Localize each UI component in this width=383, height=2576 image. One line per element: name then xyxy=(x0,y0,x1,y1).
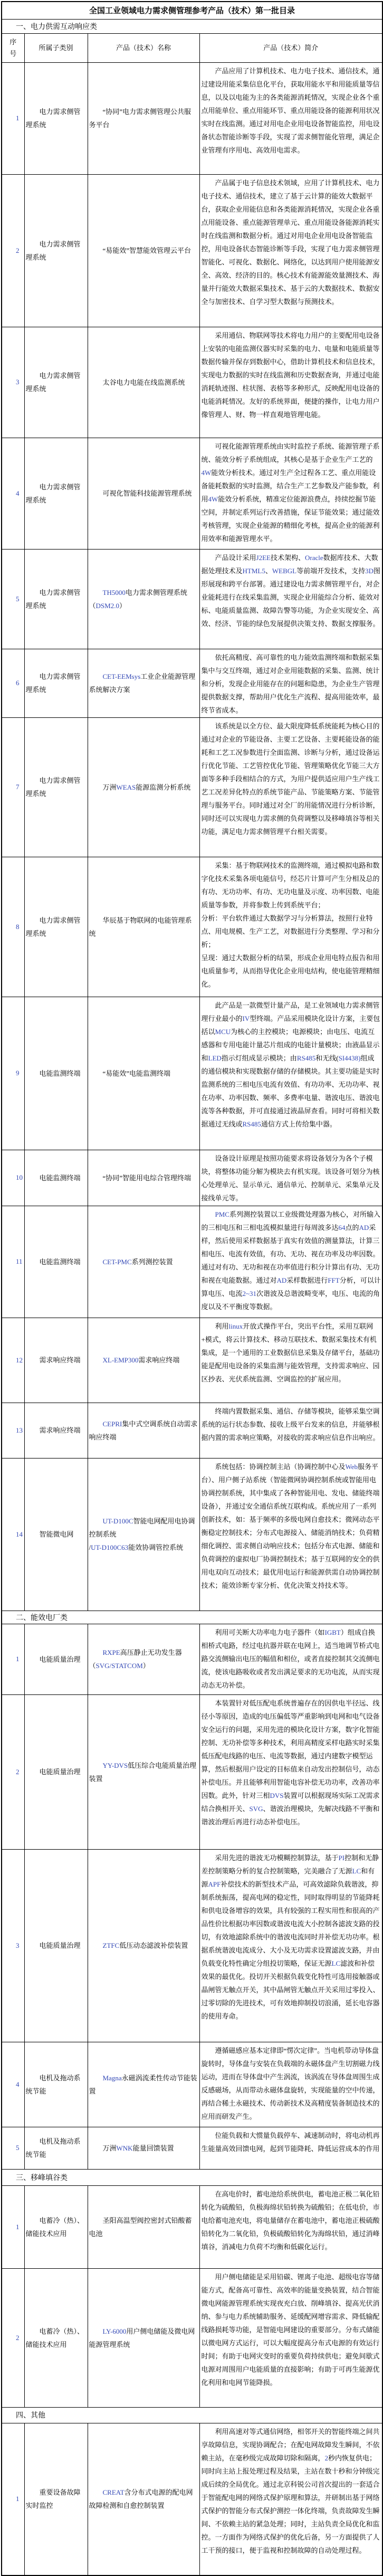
latin-text: RXPE xyxy=(102,1649,120,1656)
table-row xyxy=(2,438,382,549)
table-row xyxy=(2,1206,382,1318)
row-number: 7 xyxy=(16,783,20,791)
latin-text: RS485 xyxy=(242,1120,261,1128)
table-row xyxy=(2,62,382,174)
table-row xyxy=(2,549,382,649)
row-number: 1 xyxy=(16,2222,20,2231)
table-row xyxy=(2,1458,382,1611)
row-number: 2 xyxy=(16,2333,20,2342)
table-row xyxy=(2,1694,382,1849)
product-name-cell: Magna永磁涡流柔性传动节能装置 xyxy=(88,2042,199,2127)
latin-text: 64 xyxy=(338,1223,346,1232)
product-name-cell: 可视化智能科技能源管理系统 xyxy=(88,438,199,549)
row-number-cell xyxy=(2,2268,24,2407)
product-intro-cell: PMC系列测控装置以工业级微处理器为核心，对所输入的三相电压和三相电流模拟量进行每周波多达64点的AD采样，然后使用采样数据基于真实有效值的测量算法，计算三相电压、电流有效值，有功、无功、视在功率及功率因数。通过对有功、无功和视在功率值进行积分计算出有功、无功和视在电能数据。通过对AD采样数据进行FFT分析，可以计算电压、电流2~31次谐波及总谐波畸变率，电压、电流的角度以及不平衡度等数据。 xyxy=(199,1206,382,1318)
row-number: 5 xyxy=(16,2144,20,2152)
row-number: 4 xyxy=(16,2080,20,2088)
latin-text: PMC xyxy=(215,1210,229,1218)
product-name-cell: CET-EEMsys工业企业能源管理系统解决方案 xyxy=(88,649,199,717)
latin-text: SVG xyxy=(249,1804,263,1813)
row-number: 2 xyxy=(16,246,20,254)
row-number-cell xyxy=(2,1318,24,1403)
latin-text: LY-6000 xyxy=(102,2327,127,2335)
subcategory-cell: 电力需求侧管理系统 xyxy=(24,857,88,997)
row-number-cell xyxy=(2,438,24,549)
latin-text: IGBT xyxy=(324,1628,341,1636)
latin-text: AD xyxy=(276,1276,287,1284)
subcategory-cell: 电机及拖动系统节能 xyxy=(24,2127,88,2169)
subcategory-cell: 电力需求侧管理系统 xyxy=(24,549,88,649)
row-number-cell xyxy=(2,174,24,327)
product-intro-cell: 在高电价时，蓄电池给系统供电，蓄电池正极二氧化铅转化为硫酸铅，负极海绵状铅转换为硫酸铅；在低电价，市电给蓄电池充电，将电量储存在蓄电池中，蓄电池正极硫酸铅转化为二氧化铅，负极硫酸铅转化为海绵状铅，通过消峰填谷，消减电力负荷不均衡和低碳化运行。 xyxy=(199,2185,382,2268)
latin-text: 2 xyxy=(324,2454,329,2462)
row-number: 9 xyxy=(16,1069,20,1077)
product-name-cell: 圣阳高温型阀控密封式铅酸蓄电池 xyxy=(88,2185,199,2268)
subcategory-cell: 电能监测终端 xyxy=(24,997,88,1150)
latin-text: RS485 xyxy=(296,1054,316,1062)
product-intro-cell: 利用可关断大功率电力电子器件（如IGBT）组成自换相桥式电路，经过电抗器并联在电网上，适当地调节桥式电路交流侧输出电压的幅值和相位，或者直接控制其交流侧电流，使该电路吸收或者发出满足要求的无功电流，从而实现动态无功补偿。 xyxy=(199,1624,382,1694)
row-number: 3 xyxy=(16,1941,20,1949)
latin-text: FFT xyxy=(328,1276,340,1284)
table-row xyxy=(2,2268,382,2407)
subcategory-cell: 电力需求侧管理系统 xyxy=(24,62,88,174)
column-header-name: 产品（技术）名称 xyxy=(88,33,199,62)
table-row xyxy=(2,2185,382,2268)
latin-text: MCU xyxy=(215,1027,231,1036)
table-row xyxy=(2,649,382,717)
row-number: 6 xyxy=(16,679,20,687)
table-row xyxy=(2,1318,382,1403)
row-number: 4 xyxy=(16,489,20,497)
latin-text: CET-PMC xyxy=(102,1257,132,1266)
row-number-cell xyxy=(2,1403,24,1458)
subcategory-cell: 需求响应终端 xyxy=(24,1318,88,1403)
latin-text: linux xyxy=(228,1322,243,1330)
table-row xyxy=(2,1403,382,1458)
row-number: 14 xyxy=(16,1530,23,1538)
latin-text: PI xyxy=(338,1853,345,1862)
latin-text: UT-D100C63 xyxy=(91,1543,129,1551)
product-intro-cell: 产品应用了计算机技术、电力电子技术、通信技术，通过建设用能采集信息化平台，获取用能水平和用能质量等信息，以及以电能为主的各类能源消耗情况，实现企业各个重点用能单位、重点用能环节、重点用能设备的能源利用状况实时在线监测。通过对用电企业用电设备智能监控，用电设备状态智能诊断等手段，实现了需求侧智能化管理，满足企业管理有序用电、高效用电需求。 xyxy=(199,62,382,174)
latin-text: Magna xyxy=(102,2073,122,2082)
table-row xyxy=(2,857,382,997)
subcategory-cell: 电机及拖动系统节能 xyxy=(24,2042,88,2127)
product-intro-cell: 终端内置数据采集、通信、存储等模块，能够采集空调系统的运行状态参数、接收上级平台发来的信息，并能够根据内置的需求响应策略，对接收的需求响应信息作出响应。 xyxy=(199,1403,382,1458)
latin-text: SI4438) xyxy=(338,1054,361,1062)
subcategory-cell: 智能微电网 xyxy=(24,1458,88,1611)
column-header-intro: 产品（技术）简介 xyxy=(199,33,382,62)
latin-text: 4W xyxy=(208,495,218,503)
row-number-cell xyxy=(2,649,24,717)
row-number-cell xyxy=(2,997,24,1150)
row-number-cell xyxy=(2,857,24,997)
latin-text: DSM2.0 xyxy=(95,601,119,610)
product-intro-cell: 利用高速对等式通信网络，相邻开关的智能终端之间共享故障信息，实现协调配合；在配电网故障发生瞬间，不依赖主站，在毫秒级完成故障切除和隔离，2秒内恢复供电；同时向主站上报处理过程及结果，主站在数十秒和分钟级完成后续的全局优化。通过北京科锐公司首次提出的一套适合于智能配电网的网络式保护原理和算法，并研制出基于网络式保护的智能分布式保护测控一体化终端，负责故障发生瞬间、不依赖主站的紧急处理；同时，主站负责全局优化和监控。一方面作为网络式保护的优化后备，另一方面提供了人工干预的接口，便于监视和控制故障的自动处理过程。 xyxy=(199,2423,382,2575)
row-number-cell xyxy=(2,2423,24,2575)
row-number-cell xyxy=(2,1150,24,1206)
row-number-cell xyxy=(2,2042,24,2127)
table-row xyxy=(2,1150,382,1206)
latin-text: ZTFC xyxy=(102,1942,120,1949)
product-name-cell: ZTFC低压动态滤波补偿装置 xyxy=(88,1849,199,2042)
latin-text: XL-EMP300 xyxy=(102,1356,139,1364)
latin-text: APF xyxy=(208,1880,221,1888)
row-number-cell xyxy=(2,2127,24,2169)
subcategory-cell: 电力需求侧管理系统 xyxy=(24,649,88,717)
section-title: 三、移峰填谷类 xyxy=(2,2169,382,2185)
row-number: 2 xyxy=(16,1767,20,1776)
product-name-cell: “协同”智能用电综合管理终端 xyxy=(88,1150,199,1206)
subcategory-cell: 电能监测终端 xyxy=(24,1206,88,1318)
subcategory-cell: 电力需求侧管理系统 xyxy=(24,174,88,327)
subcategory-cell: 电力需求侧管理系统 xyxy=(24,327,88,438)
row-number-cell xyxy=(2,1206,24,1318)
product-name-cell: LY-6000用户侧电储能及微电网能源管理系统 xyxy=(88,2268,199,2407)
product-name-cell: TH5000电力需求侧管理系统（DSM2.0） xyxy=(88,549,199,649)
subcategory-cell: 电能质量治理 xyxy=(24,1694,88,1849)
row-number: 1 xyxy=(16,2495,20,2503)
product-intro-cell: 遵循磁感应基本定律即“愣次定律”。当电机带动导体盘旋转时，导体盘与安装在负载端的永磁体盘产生切割磁力线运动，进而在导体盘中产生涡流，该涡流在导体盘周围生成反感磁场，从而带动永磁体盘旋转，实现能量的空中传递，再结合稀土永磁技术、传动新技术及高精度装备制造技术的应用而研发产生。 xyxy=(199,2042,382,2127)
table-row xyxy=(2,2042,382,2127)
latin-text: HTML5 xyxy=(242,566,265,575)
column-header-subcategory: 所属子类别 xyxy=(24,33,88,62)
table-row xyxy=(2,717,382,857)
row-number: 1 xyxy=(16,114,20,122)
table-row xyxy=(2,2127,382,2169)
latin-text: LC xyxy=(331,1959,341,1967)
latin-text: 2~31 xyxy=(242,1289,257,1298)
product-intro-cell: 依托高精度、高可靠性的电力能效监测终端和数据采集集中与交互终端，通过对企业用能数据的采集、监测、统计和分析，发现企业用能存在的问题和隐患，为企业生产管理提供数据支撑，帮助用户优化生产流程、提高用能效率，最终节省成本。 xyxy=(199,649,382,717)
product-intro-cell: 可视化能源管理系统由实时监控子系统、能源管理子系统、能效分析子系统组成，其核心是基于企业生产工艺的4W能效分析技术。通过对生产全过程各工艺、重点用能设备能耗数据的实时监测，结合生产工艺参数及产能参数，利用4W能效分析系统，精准定位能源浪费点，持续挖掘节能空间，并制定系列运行改善措施，保证节能效果；通过能效考核管理，实现企业能源的精细化考核，提高企业的能源利用效率和能源管理水平。 xyxy=(199,438,382,549)
subcategory-cell: 电力需求侧管理系统 xyxy=(24,438,88,549)
section-header-row xyxy=(2,2407,382,2423)
latin-text: WEAS xyxy=(116,783,136,791)
product-intro-cell: 本装置针对低压配电系统普遍存在的因供电半径远、线径小等原因，造成的电压偏低等严重影响到电网和电气设备安全运行的问题，采用先进的模块化设计方案，数字化智能控制、无功补偿等多种技术，利用高精度采样电路实时采集低压配电线路的电压、电流等数据，通过内建数字模型运算，然后根据用户设定的目标值来自动发出控制信号，动态补偿电压。并且能够利用智能电容补偿无功功率，改善功率因数。此外，针对三相DVS装置可以根据现场实际工况需求结合换相开关、SVG、谐波治理模块，先解决线路不平衡和谐波治理后再进行动态补偿电压。 xyxy=(199,1694,382,1849)
latin-text: LED xyxy=(208,1054,222,1062)
row-number: 11 xyxy=(16,1257,23,1265)
subcategory-cell: 电力需求侧管理系统 xyxy=(24,717,88,857)
table-row xyxy=(2,1849,382,2042)
row-number-cell xyxy=(2,2185,24,2268)
latin-text: WNK xyxy=(116,2144,133,2152)
latin-text: CEPRI xyxy=(102,1419,122,1428)
subcategory-cell: 电能质量治理 xyxy=(24,1624,88,1694)
latin-text: 3D xyxy=(365,566,374,575)
product-name-cell: “易能效”电能监测终端 xyxy=(88,997,199,1150)
product-intro-cell: 设备设计原理是按照功能要求将设备划分为各个子模块，将整体功能分解为模块去有机实现。该设备可划分为核心处理单元、显示单元、通信单元、控制单元、采集单元及接线单元等。 xyxy=(199,1150,382,1206)
product-intro-cell: 采用先进的谐波无功模糊控制算法，基于PI控制和无静差控制策略分析的复合控制策略，完美融合了无源LC和有源APF补偿技术的新型技术产品，可高效滤除负载谐波，抑制系统振荡，提高电网的稳定性，同时取得明显的节能降耗和供电设备增容的效果，具有较强的工程实用性和很高的产品性价比根据功率因数或谐波电流大小控制各滤波支路的投切，有效地滤除系统中的谐波电流同时并补偿无功功率。根据系统谐波电流成分、大小及无功需求设置滤波支路，并由负载变化特性确定分组投切策略，保证无源LC滤波和补偿效果的最优化。投切开关根据负载变化特性可选用接触器或晶闸管无触点开关，其中晶闸管无触点开关采用过零投入、过零切除的先进技术，可有效地抑制投切浪涌，延长电容器的使用寿命。 xyxy=(199,1849,382,2042)
product-name-cell: CEPRI集中式空调系统自动需求响应终端 xyxy=(88,1403,199,1458)
row-number: 1 xyxy=(16,1655,20,1663)
table-row xyxy=(2,997,382,1150)
section-header-row xyxy=(2,2169,382,2185)
table-row xyxy=(2,2423,382,2575)
product-intro-cell: 采集：基于物联网技术的监测终端，通过模拟电路和数字化技术采集各项电能信号，经芯片计算可产生分相及总的有功、无功功率、有功、无功电量及示度、功率因数、电能质量等参数，并将参数上传到系统平台； 分析：平台软件通过大数据学习与分析算法，按照行业特点、用电规模、生产工艺，对数据进行分类整理、学习和分析； 呈现：通过大数据分析的结果，形成企业用电特点报告和用电质量参考，从而指导优化企业用电结构，使电能管理精细化。 xyxy=(199,857,382,997)
product-name-cell: “协同”电力需求侧管理公共服务平台 xyxy=(88,62,199,174)
latin-text: UT-D100C xyxy=(102,1517,133,1525)
section-header-row xyxy=(2,19,382,33)
latin-text: 4W xyxy=(201,468,212,477)
row-number-cell xyxy=(2,1624,24,1694)
row-number: 3 xyxy=(16,378,20,386)
row-number-cell xyxy=(2,1694,24,1849)
row-number: 8 xyxy=(16,922,20,931)
product-intro-cell: 系统包括：协调控制主站（协调控制中心及Web服务平台）、用户侧子站系统（智能微网协调控制系统或智能用电协调控制系统，其中集成了各种智能用电、发电、储能终端设备），并通过安全通信系统互联构成。系统应用了一系列创新技术，如：基于频率的多级电网自愈技术；微网动态平衡稳定控制技术；分布式电源接入、储能消纳技术；负荷精细化调控、需求侧自动响应技术；包括分布式电源、储能和负荷调控的虚拟电厂协调控制技术；基于互联网的安全的供用电双向互动技术；最优用电运行和能源供需自动协调控制技术；能效诊断专家分析、优化决策支持技术等。 xyxy=(199,1458,382,1611)
catalog-table-body xyxy=(2,2,382,2575)
latin-text: LC xyxy=(352,1867,361,1875)
product-name-cell: UT-D100C智能电网配用电协调控制系统 /UT-D100C63能效协调管控系统 xyxy=(88,1458,199,1611)
row-number-cell xyxy=(2,1849,24,2042)
product-name-cell: 太谷电力电能在线监测系统 xyxy=(88,327,199,438)
title-row xyxy=(2,2,382,19)
latin-text: YY-DVS xyxy=(102,1761,128,1769)
section-title: 一、电力供需互动响应类 xyxy=(2,19,382,33)
column-header-row xyxy=(2,33,382,62)
row-number: 5 xyxy=(16,594,20,603)
column-header-no: 序号 xyxy=(2,33,24,62)
subcategory-cell: 电能质量治理 xyxy=(24,1849,88,2042)
product-name-cell: CREAT含分布式电源的配电网故障检测和自愈控制装置 xyxy=(88,2423,199,2575)
product-intro-cell: 此产品是一款微型计量产品，是工业领域电力需求侧管理行业最小的IV型终端。产品采用模块化设计方案，主要包括以MCU为核心的主控模块；电源模块；由电压、电流互感器和专用电能计量芯片组成的电能计量模块；由液晶显示和LED指示灯组成显示模块；由RS485和无线(SI4438)组成的通信模块和实现数据存储的存储模块。其主要功能是实时监测系统的三相电压电流有效值、有功功率、无功功率、视在功率、功率因数、频率、多费率电量、谐波电压、谐波电流等各种数据，并可直接通过液晶屏查看。同时可将相关数据通过无线或RS485通信方式上传给集中器。 xyxy=(199,997,382,1150)
subcategory-cell: 需求响应终端 xyxy=(24,1403,88,1458)
row-number-cell xyxy=(2,62,24,174)
latin-text: TH5000 xyxy=(102,588,126,596)
product-name-cell: CET-PMC系列测控装置 xyxy=(88,1206,199,1318)
product-intro-cell: 利用linux开放式操作平台，突出平台性，采用互联网+模式，将云计算技术、移动互联技术、数据采集技术有机集成，是一个通用的工业数据信息采集及存储平台，基础功能是配用电设备的采集监测与能效管理，支持需求响应、园区抄表、光伏系统监测、空调监控的扩展应用。 xyxy=(199,1318,382,1403)
product-intro-cell: 产品属于电子信息技术领域，应用了计算机技术、电力电子技术、通信技术，建立了基于云计算的能效大数据平台，获取企业用能信息和各类能源消耗情况，实现企业各重点用能设备、重点能源管理单元、重点用能设备能源消耗实时在线监测和数据分析。通过对用电企业用电设备智能监控，用电设备状态智能诊断等手段，实现了电力需求侧管理智能化、可视化、数据化、网络化，以达到用户使用能源安全、高效、经济的目的。核心技术有能源能效量测技术、海量并行能效大数据采集技术、基于云的大数据技术、数据安全与加密技术、自学习型大数据与预测技术。 xyxy=(199,174,382,327)
row-number-cell xyxy=(2,1458,24,1611)
row-number-cell xyxy=(2,717,24,857)
catalog-table xyxy=(1,1,383,2576)
product-name-cell: 华辰基于物联网的电能管理系统 xyxy=(88,857,199,997)
table-row xyxy=(2,327,382,438)
product-intro-cell: 产品设计采用J2EE技术架构、Oracle数据库技术、大数据处理技术及HTML5、WEBGL等前端开发技术，支持3D图形展现和跨平台部署。通过建设电力需求侧管理平台，对企业能耗进行在线采集监测，实现企业用能综合分析、能效对标、电能质量监测、故障告警等功能，为企业实现安全、高效、经济、节能的绿色发展提供决策支持、数据支撑服务。 xyxy=(199,549,382,649)
section-title: 二、能效电厂类 xyxy=(2,1611,382,1624)
row-number-cell xyxy=(2,327,24,438)
product-name-cell: YY-DVS低压综合电能质量治理装置 xyxy=(88,1694,199,1849)
latin-text: AD xyxy=(359,1223,369,1232)
product-name-cell: “易能效”智慧能效管理云平台 xyxy=(88,174,199,327)
product-name-cell: 万洲WNK能量回馈装置 xyxy=(88,2127,199,2169)
section-title: 四、其他 xyxy=(2,2407,382,2423)
latin-text: DVS xyxy=(270,1791,284,1800)
subcategory-cell: 电蓄冷（热）、储能技术应用 xyxy=(24,2268,88,2407)
product-intro-cell: 该系统是以全方位、最大限度降低系统能耗为核心目的通过对企业的节能设备、主要工艺设备、主要耗能设备的能耗和工艺工况参数进行全面监测、诊断与分析，通过设备运行优化节能、工艺管控优化节能、管理策略优化节能三大方面等多种手段相结合的方式，为用户提供适应用户生产线工艺工况差异化特点的系统节能产品、节能策略方案、节能管理与服务平台。同时通过对全厂的用能情况进行分析诊断，同时还可以实现电力需求侧的负荷调整以及移峰填谷等相关功能，满足电力需求侧管理平台相关需要。 xyxy=(199,717,382,857)
latin-text: IV xyxy=(242,1014,250,1022)
page-title: 全国工业领域电力需求侧管理参考产品（技术）第一批目录 xyxy=(2,2,382,19)
table-row xyxy=(2,174,382,327)
latin-text: Oracle xyxy=(304,553,323,562)
row-number: 10 xyxy=(16,1173,23,1181)
product-name-cell: RXPE高压静止无功发生器（SVG/STATCOM） xyxy=(88,1624,199,1694)
latin-text: Web xyxy=(345,1462,358,1471)
latin-text: WEBGL xyxy=(272,566,297,575)
subcategory-cell: 电蓄冷（热）、储能技术应用 xyxy=(24,2185,88,2268)
product-intro-cell: 采用通信、物联网等技术将电力用户的主要配用电设备上安装的电能监测仪器实时采集的电力、电量和电能质量等数据传输并保存到数据中心，借助计算机技术和信息技术，实现电力数据的实时在线监测和历史数据查询，并通过电能消耗轨迹图、柱状图、表格等多种形式，反映配用电设备的电能消耗情况。友好的系统界面，便捷的操作，让电力用户像管理人、财、物一样直观地管理电能。 xyxy=(199,327,382,438)
latin-text: J2EE xyxy=(256,553,271,562)
latin-text: SVG/STATCOM xyxy=(95,1662,143,1670)
subcategory-cell: 电能监测终端 xyxy=(24,1150,88,1206)
product-name-cell: XL-EMP300需求响应终端 xyxy=(88,1318,199,1403)
section-header-row xyxy=(2,1611,382,1624)
table-row xyxy=(2,1624,382,1694)
row-number: 12 xyxy=(16,1356,23,1364)
product-intro-cell: 用户侧电储能是采用铅碳、锂离子电池、超级电容等储能方式，配备高可靠性、高效率的能量变换装置，结合智能微电网能源管理系统实现夜充白放、削峰填谷、提高光伏消纳、参与电力系统辅助服务、延缓配网增容需求、降低输配线路损耗等功能，是智能电网建设的重要部分。分布式储能以微电网方式运行，可以大幅度提高分布式电源的有效运行时间；有助于电网灾变时的重要负荷持续供电；避免间歇式电源对周围用户电能质量的直接影响；有助于可再生能源优化利用和电网节能降损。 xyxy=(199,2268,382,2407)
latin-text: CET-EEMsys xyxy=(102,673,141,680)
latin-text: CREAT xyxy=(102,2488,125,2497)
product-intro-cell: 位能负载和大惯量负载停车、减速制动时，将电动机再生能量高效回馈电网，起到节能降耗、降低运营成本的作用 xyxy=(199,2127,382,2169)
product-name-cell: 万洲WEAS能源监测分析系统 xyxy=(88,717,199,857)
row-number: 13 xyxy=(16,1426,23,1434)
subcategory-cell: 重要设备故障实时监控 xyxy=(24,2423,88,2575)
row-number-cell xyxy=(2,549,24,649)
